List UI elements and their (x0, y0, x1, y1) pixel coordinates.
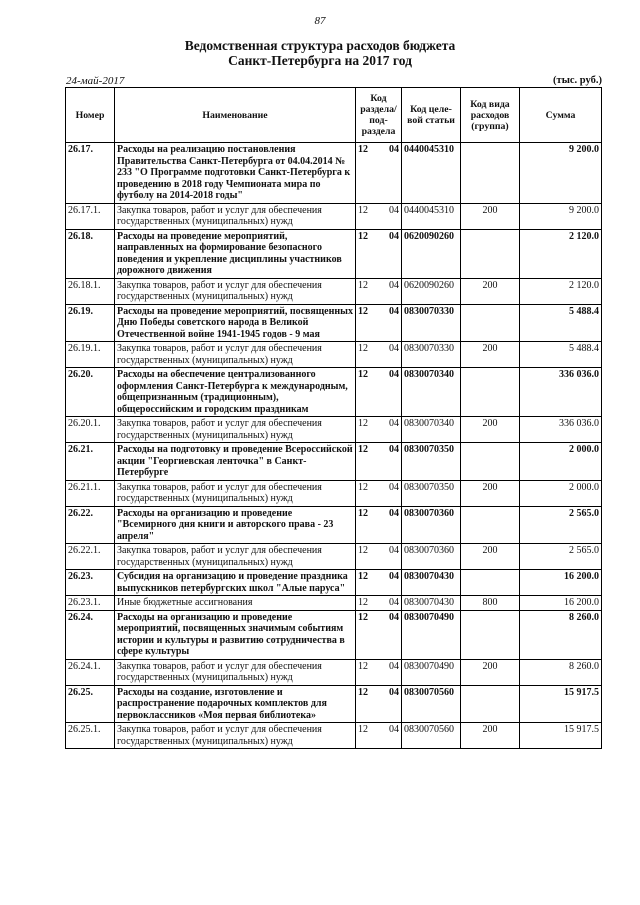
row-kind-code: 200 (461, 342, 520, 368)
row-razdel-code (356, 203, 402, 229)
razdel-code: 12 (358, 418, 368, 429)
row-kind-code (461, 610, 520, 659)
row-razdel-code (356, 278, 402, 304)
razdel-code: 12 (358, 343, 368, 354)
row-kind-code (461, 368, 520, 417)
page-number: 87 (314, 15, 326, 27)
razdel-code: 12 (358, 144, 368, 155)
table-row (66, 659, 602, 685)
row-kind-code: 200 (461, 659, 520, 685)
row-number: 26.21.1. (66, 480, 115, 506)
subrazdel-code: 04 (389, 507, 399, 519)
row-razdel-code (356, 342, 402, 368)
row-razdel-code (356, 544, 402, 570)
row-kind-code: 200 (461, 278, 520, 304)
row-sum: 9 200.0 (520, 203, 602, 229)
row-target-code: 0830070560 (402, 723, 461, 749)
subrazdel-code: 04 (389, 444, 399, 455)
row-sum: 336 036.0 (520, 417, 602, 443)
row-sum: 8 260.0 (520, 659, 602, 685)
row-kind-code (461, 443, 520, 481)
row-target-code: 0620090260 (402, 229, 461, 278)
razdel-code: 12 (358, 369, 368, 380)
row-number: 26.18.1. (66, 278, 115, 304)
row-target-code: 0830070350 (402, 480, 461, 506)
row-target-code: 0440045310 (402, 143, 461, 204)
row-kind-code: 200 (461, 723, 520, 749)
row-sum: 2 000.0 (520, 480, 602, 506)
row-kind-code (461, 229, 520, 278)
row-target-code: 0830070490 (402, 610, 461, 659)
subrazdel-code: 04 (389, 481, 399, 493)
row-target-code: 0440045310 (402, 203, 461, 229)
row-name: Расходы на создание, изготовление и распространение подарочных комплектов для первоклассников «Моя первая библиотека» (115, 685, 356, 723)
row-name: Закупка товаров, работ и услуг для обеспечения государственных (муниципальных) нужд (115, 659, 356, 685)
razdel-code: 12 (358, 724, 368, 735)
row-sum: 2 000.0 (520, 443, 602, 481)
row-sum: 2 565.0 (520, 506, 602, 544)
razdel-code: 12 (358, 305, 368, 317)
row-sum: 16 200.0 (520, 596, 602, 611)
subrazdel-code: 04 (389, 611, 399, 623)
razdel-code: 12 (358, 660, 368, 672)
row-razdel-code (356, 659, 402, 685)
subrazdel-code: 04 (389, 305, 399, 317)
row-number: 26.21. (66, 443, 115, 481)
row-number: 26.20.1. (66, 417, 115, 443)
row-number: 26.17. (66, 143, 115, 204)
row-number: 26.25. (66, 685, 115, 723)
row-number: 26.22. (66, 506, 115, 544)
row-sum: 9 200.0 (520, 143, 602, 204)
row-target-code: 0830070340 (402, 368, 461, 417)
razdel-subrazdel (358, 306, 399, 318)
row-name: Субсидия на организацию и проведение праздника выпускников петербургских школ "Алые паруса" (115, 570, 356, 596)
razdel-code: 12 (358, 571, 368, 582)
row-name: Расходы на организацию и проведение "Всемирного дня книги и авторского права - 23 апреля" (115, 506, 356, 544)
row-razdel-code (356, 506, 402, 544)
table-row (66, 368, 602, 417)
subrazdel-code: 04 (389, 230, 399, 242)
subrazdel-code: 04 (389, 660, 399, 672)
razdel-subrazdel (358, 205, 399, 217)
razdel-subrazdel (358, 231, 399, 243)
razdel-code: 12 (358, 204, 368, 216)
table-row (66, 278, 602, 304)
row-name: Закупка товаров, работ и услуг для обеспечения государственных (муниципальных) нужд (115, 480, 356, 506)
row-kind-code (461, 570, 520, 596)
razdel-subrazdel (358, 597, 399, 609)
row-target-code: 0830070340 (402, 417, 461, 443)
row-sum: 5 488.4 (520, 304, 602, 342)
title-line-1: Ведомственная структура расходов бюджета (184, 38, 456, 53)
table-body (66, 143, 602, 749)
razdel-subrazdel (358, 612, 399, 624)
razdel-subrazdel (358, 369, 399, 381)
row-target-code: 0830070330 (402, 342, 461, 368)
table-row (66, 342, 602, 368)
table-row (66, 443, 602, 481)
row-sum: 15 917.5 (520, 685, 602, 723)
row-sum: 15 917.5 (520, 723, 602, 749)
razdel-code: 12 (358, 597, 368, 608)
header-razdel: Код раздела/ под- раздела (356, 88, 402, 143)
razdel-code: 12 (358, 545, 368, 556)
razdel-code: 12 (358, 230, 368, 242)
row-name: Расходы на проведение мероприятий, посвященных Дню Победы советского народа в Великой Отечественной войне 1941-1945 годов - 9 мая (115, 304, 356, 342)
razdel-subrazdel (358, 661, 399, 673)
row-sum: 5 488.4 (520, 342, 602, 368)
row-sum: 2 120.0 (520, 278, 602, 304)
header-kind: Код вида расходов (группа) (461, 88, 520, 143)
row-kind-code: 200 (461, 544, 520, 570)
razdel-subrazdel (358, 444, 399, 456)
row-kind-code: 800 (461, 596, 520, 611)
table-row (66, 417, 602, 443)
razdel-subrazdel (358, 724, 399, 736)
row-razdel-code (356, 685, 402, 723)
row-name: Закупка товаров, работ и услуг для обеспечения государственных (муниципальных) нужд (115, 278, 356, 304)
row-number: 26.23. (66, 570, 115, 596)
table-row (66, 143, 602, 204)
razdel-subrazdel (358, 144, 399, 156)
table-row (66, 229, 602, 278)
subrazdel-code: 04 (389, 369, 399, 380)
razdel-subrazdel (358, 343, 399, 355)
row-number: 26.24.1. (66, 659, 115, 685)
razdel-subrazdel (358, 280, 399, 292)
table-row (66, 570, 602, 596)
row-sum: 2 120.0 (520, 229, 602, 278)
razdel-subrazdel (358, 545, 399, 557)
table-row (66, 480, 602, 506)
row-target-code: 0830070430 (402, 570, 461, 596)
header-target: Код целе- вой статьи (402, 88, 461, 143)
razdel-code: 12 (358, 507, 368, 519)
subrazdel-code: 04 (389, 686, 399, 698)
row-sum: 8 260.0 (520, 610, 602, 659)
row-number: 26.19. (66, 304, 115, 342)
razdel-subrazdel (358, 482, 399, 494)
budget-table (65, 87, 602, 749)
row-target-code: 0830070330 (402, 304, 461, 342)
table-row (66, 506, 602, 544)
row-name: Закупка товаров, работ и услуг для обеспечения государственных (муниципальных) нужд (115, 203, 356, 229)
row-razdel-code (356, 596, 402, 611)
row-razdel-code (356, 417, 402, 443)
header-name: Наименование (115, 88, 356, 143)
table-row (66, 610, 602, 659)
razdel-subrazdel (358, 508, 399, 520)
row-name: Закупка товаров, работ и услуг для обеспечения государственных (муниципальных) нужд (115, 723, 356, 749)
razdel-subrazdel (358, 687, 399, 699)
row-target-code: 0830070490 (402, 659, 461, 685)
table-row (66, 596, 602, 611)
row-razdel-code (356, 443, 402, 481)
razdel-code: 12 (358, 279, 368, 291)
subrazdel-code: 04 (389, 204, 399, 216)
subrazdel-code: 04 (389, 418, 399, 429)
razdel-code: 12 (358, 611, 368, 623)
row-number: 26.18. (66, 229, 115, 278)
table-row (66, 304, 602, 342)
header-sum: Сумма (520, 88, 602, 143)
row-name: Иные бюджетные ассигнования (115, 596, 356, 611)
row-number: 26.22.1. (66, 544, 115, 570)
row-razdel-code (356, 304, 402, 342)
row-razdel-code (356, 610, 402, 659)
title-line-2: Санкт-Петербурга на 2017 год (228, 53, 412, 68)
razdel-code: 12 (358, 686, 368, 698)
subrazdel-code: 04 (389, 144, 399, 155)
row-name: Расходы на обеспечение централизованного оформления Санкт-Петербурга к международным, общепризнанным (традиционным), общероссийским и городским праздникам (115, 368, 356, 417)
row-target-code: 0830070360 (402, 506, 461, 544)
subrazdel-code: 04 (389, 571, 399, 582)
row-target-code: 0620090260 (402, 278, 461, 304)
row-kind-code (461, 143, 520, 204)
subrazdel-code: 04 (389, 597, 399, 608)
document-date: 24-май-2017 (66, 75, 125, 87)
row-name: Расходы на проведение мероприятий, направленных на формирование безопасного поведения и укрепление дисциплины участников дорожного движения (115, 229, 356, 278)
row-number: 26.25.1. (66, 723, 115, 749)
units-label: (тыс. руб.) (553, 75, 602, 86)
row-sum: 336 036.0 (520, 368, 602, 417)
row-name: Расходы на организацию и проведение мероприятий, посвященных значимым событиям истории и культуры и развитию сотрудничества в сфере культуры (115, 610, 356, 659)
row-razdel-code (356, 723, 402, 749)
row-razdel-code (356, 143, 402, 204)
row-kind-code: 200 (461, 417, 520, 443)
table-row (66, 544, 602, 570)
row-sum: 2 565.0 (520, 544, 602, 570)
subrazdel-code: 04 (389, 724, 399, 735)
row-name: Закупка товаров, работ и услуг для обеспечения государственных (муниципальных) нужд (115, 417, 356, 443)
row-number: 26.24. (66, 610, 115, 659)
row-number: 26.19.1. (66, 342, 115, 368)
row-target-code: 0830070430 (402, 596, 461, 611)
subrazdel-code: 04 (389, 343, 399, 354)
table-row (66, 723, 602, 749)
document-title (0, 38, 640, 68)
row-kind-code: 200 (461, 480, 520, 506)
row-kind-code (461, 304, 520, 342)
row-target-code: 0830070360 (402, 544, 461, 570)
row-name: Расходы на реализацию постановления Правительства Санкт-Петербурга от 04.04.2014 № 233 "О Программе подготовки Санкт-Петербурга к проведению в 2018 году Чемпионата мира по футболу на 2014-2018 годы" (115, 143, 356, 204)
razdel-code: 12 (358, 481, 368, 493)
row-number: 26.20. (66, 368, 115, 417)
subrazdel-code: 04 (389, 279, 399, 291)
row-target-code: 0830070560 (402, 685, 461, 723)
row-razdel-code (356, 229, 402, 278)
razdel-code: 12 (358, 444, 368, 455)
table-row (66, 685, 602, 723)
row-kind-code: 200 (461, 203, 520, 229)
razdel-subrazdel (358, 571, 399, 583)
row-number: 26.17.1. (66, 203, 115, 229)
row-name: Закупка товаров, работ и услуг для обеспечения государственных (муниципальных) нужд (115, 342, 356, 368)
row-razdel-code (356, 480, 402, 506)
row-kind-code (461, 685, 520, 723)
razdel-subrazdel (358, 418, 399, 430)
row-razdel-code (356, 368, 402, 417)
row-target-code: 0830070350 (402, 443, 461, 481)
row-number: 26.23.1. (66, 596, 115, 611)
row-name: Расходы на подготовку и проведение Всероссийской акции "Георгиевская ленточка" в Санкт-Петербурге (115, 443, 356, 481)
header-num: Номер (66, 88, 115, 143)
row-name: Закупка товаров, работ и услуг для обеспечения государственных (муниципальных) нужд (115, 544, 356, 570)
table-row (66, 203, 602, 229)
table-header-row (66, 88, 602, 143)
subrazdel-code: 04 (389, 545, 399, 556)
row-razdel-code (356, 570, 402, 596)
row-sum: 16 200.0 (520, 570, 602, 596)
row-kind-code (461, 506, 520, 544)
